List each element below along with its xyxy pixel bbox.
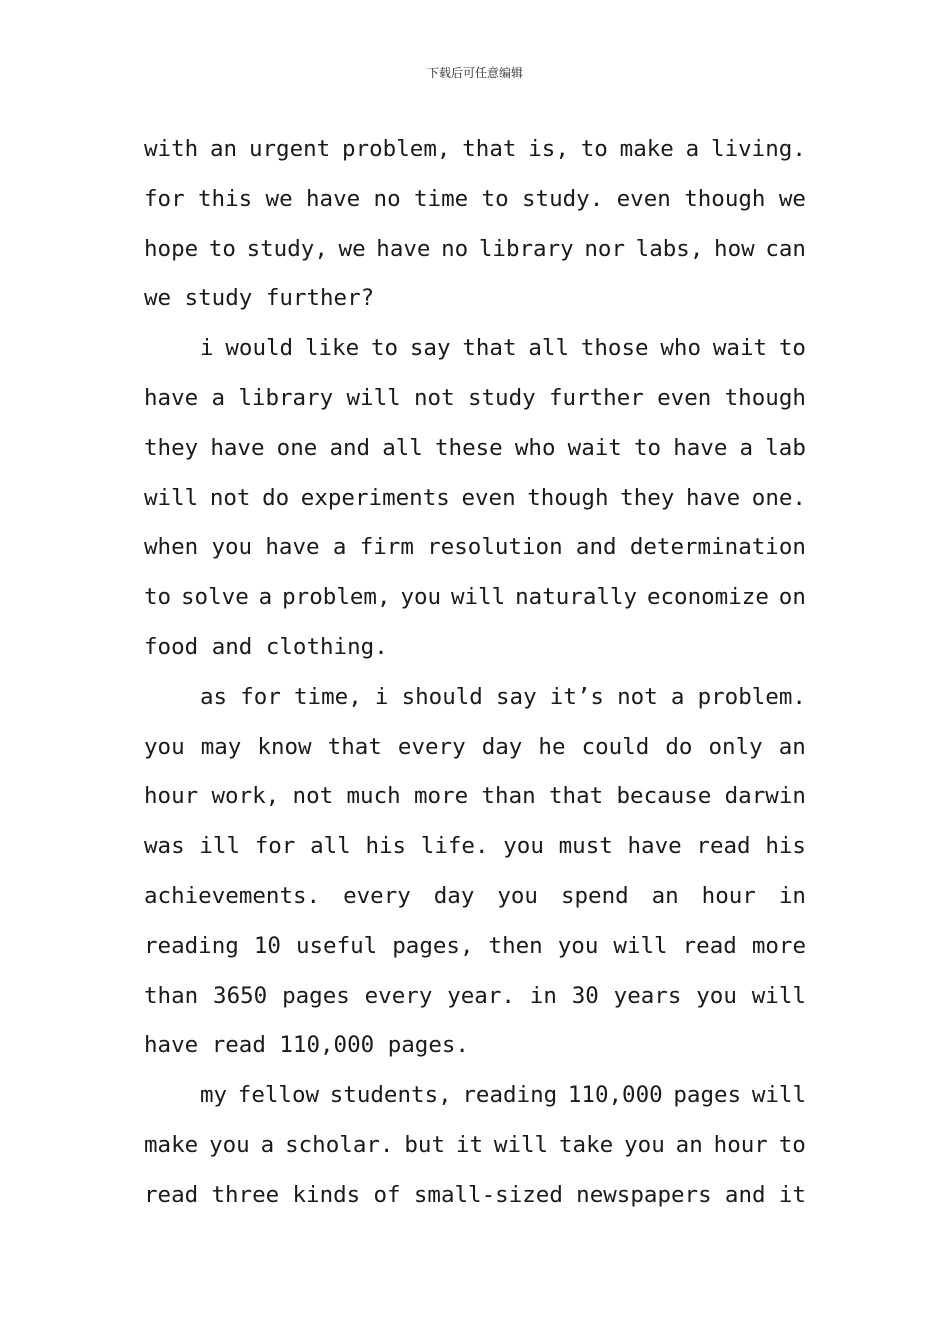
paragraph	[144, 1071, 806, 1220]
text-line: for this we have no time to study. even though we	[144, 185, 806, 212]
text-line: with an urgent problem, that is, to make a living.	[144, 136, 806, 162]
text-line: will not do experiments even though they have one.	[144, 484, 806, 511]
text-line: was ill for all his life. you must have read his	[144, 833, 806, 860]
text-line: have read 110,000 pages.	[144, 1032, 469, 1059]
text-line: when you have a firm resolution and determination	[144, 534, 806, 561]
text-line: they have one and all these who wait to have a lab	[144, 434, 806, 461]
text-line: we study further?	[144, 285, 375, 312]
text-line: read three kinds of small-sized newspapers and it	[144, 1181, 806, 1208]
paragraph	[144, 673, 806, 1071]
text-line: you may know that every day he could do only an	[144, 733, 806, 760]
page-header: 下载后可任意编辑	[426, 66, 523, 80]
text-line: achievements. every day you spend an hour in	[144, 882, 806, 909]
text-line: i would like to say that all those who wait to	[200, 335, 806, 362]
text-line: as for time, i should say it’s not a problem.	[200, 683, 806, 710]
text-line: than 3650 pages every year. in 30 years you will	[144, 982, 806, 1009]
text-line: hour work, not much more than that because darwin	[144, 783, 806, 810]
text-line: make you a scholar. but it will take you an hour to	[144, 1131, 806, 1158]
text-line: my fellow students, reading 110,000 pages will	[200, 1082, 806, 1109]
paragraph	[144, 324, 806, 673]
text-line: food and clothing.	[144, 633, 388, 660]
paragraph	[144, 125, 806, 324]
text-line: hope to study, we have no library nor labs, how can	[144, 235, 806, 262]
text-line: have a library will not study further even though	[144, 384, 806, 411]
text-line: to solve a problem, you will naturally economize on	[144, 584, 806, 611]
text-line: reading 10 useful pages, then you will read more	[144, 932, 806, 959]
document-body	[144, 125, 806, 1221]
